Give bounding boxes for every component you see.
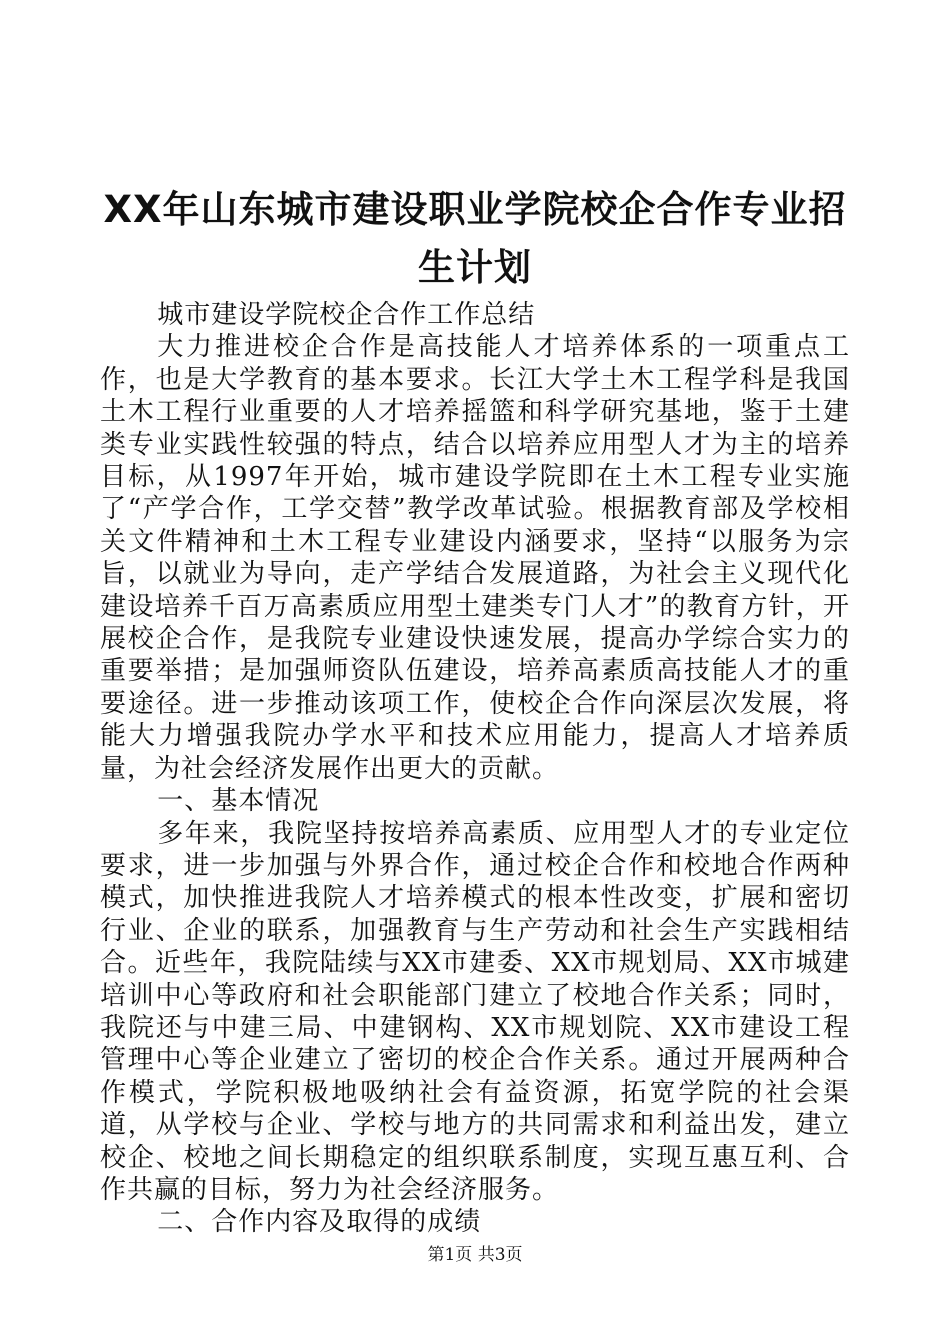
- section-heading-basic: 一、基本情况: [157, 786, 320, 817]
- basic-situation-paragraph: 多年来，我院坚持按培养高素质、应用型人才的专业定位要求，进一步加强与外界合作，通过校企合作和校地合作两种模式，加快推进我院人才培养模式的根本性改变，扩展和密切行业、企业的联系，加强教育与生产劳动和社会生产实践相结合。近些年，我院陆续与XX市建委、XX市规划局、XX市城建培训中心等政府和社会职能部门建立了校地合作关系；同时，我院还与中建三局、中建钢构、XX市规划院、XX市建设工程管理中心等企业建立了密切的校企合作关系。通过开展两种合作模式，学院积极地吸纳社会有益资源，拓宽学院的社会渠道，从学校与企业、学校与地方的共同需求和利益出发，建立校企、校地之间长期稳定的组织联系制度，实现互惠互利、合作共赢的目标，努力为社会经济服务。: [100, 818, 850, 1205]
- document-title-line-2: 生计划: [418, 246, 532, 289]
- intro-paragraph: 大力推进校企合作是高技能人才培养体系的一项重点工作，也是大学教育的基本要求。长江大学土木工程学科是我国土木工程行业重要的人才培养摇篮和科学研究基地，鉴于土建类专业实践性较强的特点，结合以培养应用型人才为主的培养目标，从1997年开始，城市建设学院即在土木工程专业实施了“产学合作，工学交替”教学改革试验。根据教育部及学校相关文件精神和土木工程专业建设内涵要求，坚持“以服务为宗旨，以就业为导向，走产学结合发展道路，为社会主义现代化建设培养千百万高素质应用型土建类专门人才”的教育方针，开展校企合作，是我院专业建设快速发展，提高办学综合实力的重要举措；是加强师资队伍建设，培养高素质高技能人才的重要途径。进一步推动该项工作，使校企合作向深层次发展，将能大力增强我院办学水平和技术应用能力，提高人才培养质量，为社会经济发展作出更大的贡献。: [100, 332, 850, 784]
- subtitle-paragraph: 城市建设学院校企合作工作总结: [157, 300, 536, 330]
- document-body: [100, 299, 850, 1239]
- page-footer: 第1页 共3页: [427, 1245, 523, 1265]
- section-heading-cooperation: 二、合作内容及取得的成绩: [157, 1207, 482, 1238]
- document-title-line-1: XX年山东城市建设职业学院校企合作专业招: [103, 188, 847, 231]
